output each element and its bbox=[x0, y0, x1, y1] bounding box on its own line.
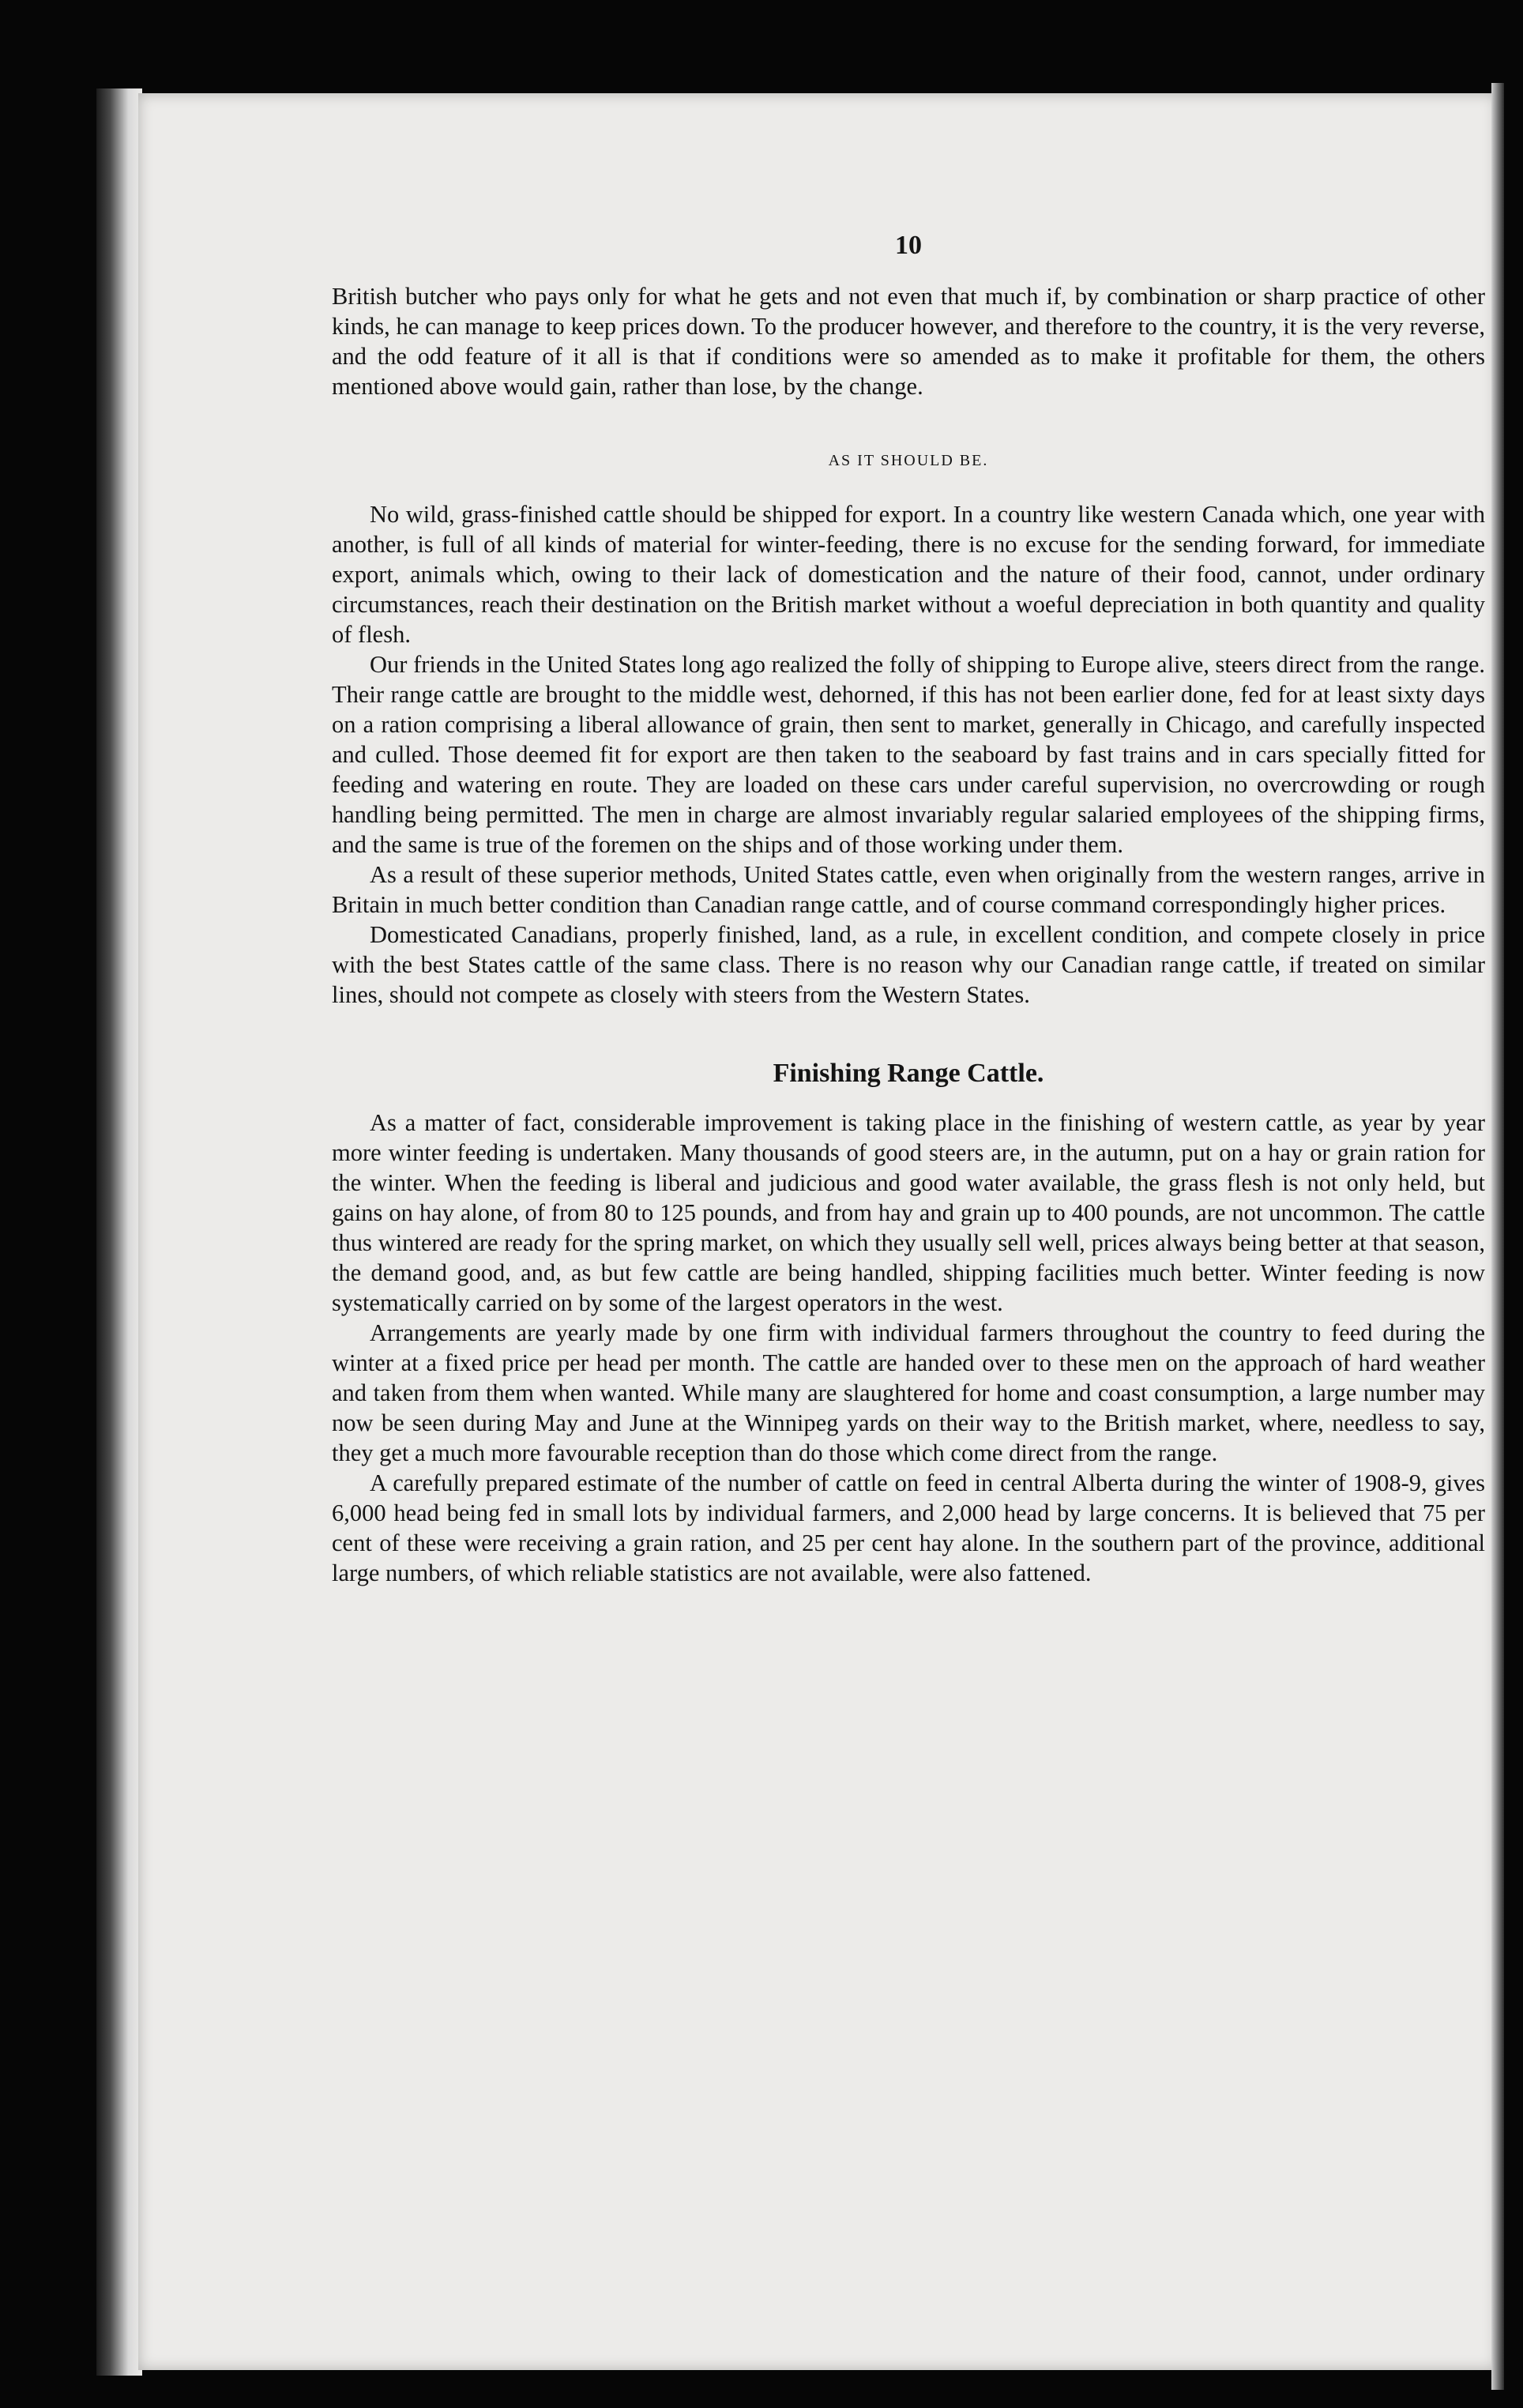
chapter-paragraph: As a matter of fact, considerable improvement is taking place in the finishing of western cattle, as year by year more winter feeding is undertaken. Many thousands of good steers are, in the autumn, put on a hay or grain ration for the winter. When the feeding is liberal and judicious and good water available, the grass flesh is not only held, but gains on hay alone, of from 80 to 125 pounds, and from hay and grain up to 400 pounds, are not uncommon. The cattle thus wintered are ready for the spring market, on which they usually sell well, prices always being better at that season, the demand good, and, as but few cattle are being handled, shipping facilities much better. Winter feeding is now systematically carried on by some of the largest operators in the west. bbox=[332, 1109, 1485, 1316]
page-right-edge bbox=[1491, 83, 1504, 2390]
binding-edge bbox=[96, 88, 142, 2376]
chapter-heading: Finishing Range Cattle. bbox=[773, 1059, 1044, 1088]
chapter-paragraph: Arrangements are yearly made by one firm with individual farmers throughout the country to feed during the winter at a fixed price per head per month. The cattle are handed over to these men on the approach of hard weather and taken from them when wanted. While many are slaughtered for home and coast consumption, a large number may now be seen during May and June at the Winnipeg yards on their way to the British market, where, needless to say, they get a much more favourable reception than do those which come direct from the range. bbox=[332, 1319, 1485, 1466]
page-number: 10 bbox=[895, 231, 922, 260]
section-paragraph: Domesticated Canadians, properly finished, land, as a rule, in excellent condition, and compete closely in price with the best States cattle of the same class. There is no reason why our Canadian range cattle, if treated on similar lines, should not compete as closely with steers from the Western States. bbox=[332, 921, 1485, 1008]
section-paragraph: No wild, grass-finished cattle should be shipped for export. In a country like western Canada which, one year with another, is full of all kinds of material for winter-feeding, there is no excuse for the sending forward, for immediate export, animals which, owing to their lack of domestication and the nature of their food, cannot, under ordinary circumstances, reach their destination on the British market without a woeful depreciation in both quantity and quality of flesh. bbox=[332, 501, 1485, 648]
chapter-paragraph: A carefully prepared estimate of the number of cattle on feed in central Alberta during the winter of 1908-9, gives 6,000 head being fed in small lots by individual farmers, and 2,000 head by large concerns. It is believed that 75 per cent of these were receiving a grain ration, and 25 per cent hay alone. In the southern part of the province, additional large numbers, of which reliable statistics are not available, were also fattened. bbox=[332, 1469, 1485, 1586]
opening-paragraph: British butcher who pays only for what he gets and not even that much if, by combination or sharp practice of other kinds, he can manage to keep prices down. To the producer however, and therefore to the country, it is the very reverse, and the odd feature of it all is that if conditions were so amended as to make it profitable for them, the others mentioned above would gain, rather than lose, by the change. bbox=[332, 283, 1485, 400]
section-paragraph: Our friends in the United States long ago realized the folly of shipping to Europe alive, steers direct from the range. Their range cattle are brought to the middle west, dehorned, if this has not been earlier done, fed for at least sixty days on a ration comprising a liberal allowance of grain, then sent to market, generally in Chicago, and carefully inspected and culled. Those deemed fit for export are then taken to the seaboard by fast trains and in cars specially fitted for feeding and watering en route. They are loaded on these cars under careful supervision, no overcrowding or rough handling being permitted. The men in charge are almost invariably regular salaried employees of the shipping firms, and the same is true of the foremen on the ships and of those working under them. bbox=[332, 651, 1485, 858]
page-text bbox=[332, 221, 1485, 1588]
section-paragraph: As a result of these superior methods, United States cattle, even when originally from the western ranges, arrive in Britain in much better condition than Canadian range cattle, and of course command correspondingly higher prices. bbox=[332, 861, 1485, 918]
section-heading: AS IT SHOULD BE. bbox=[828, 452, 989, 469]
